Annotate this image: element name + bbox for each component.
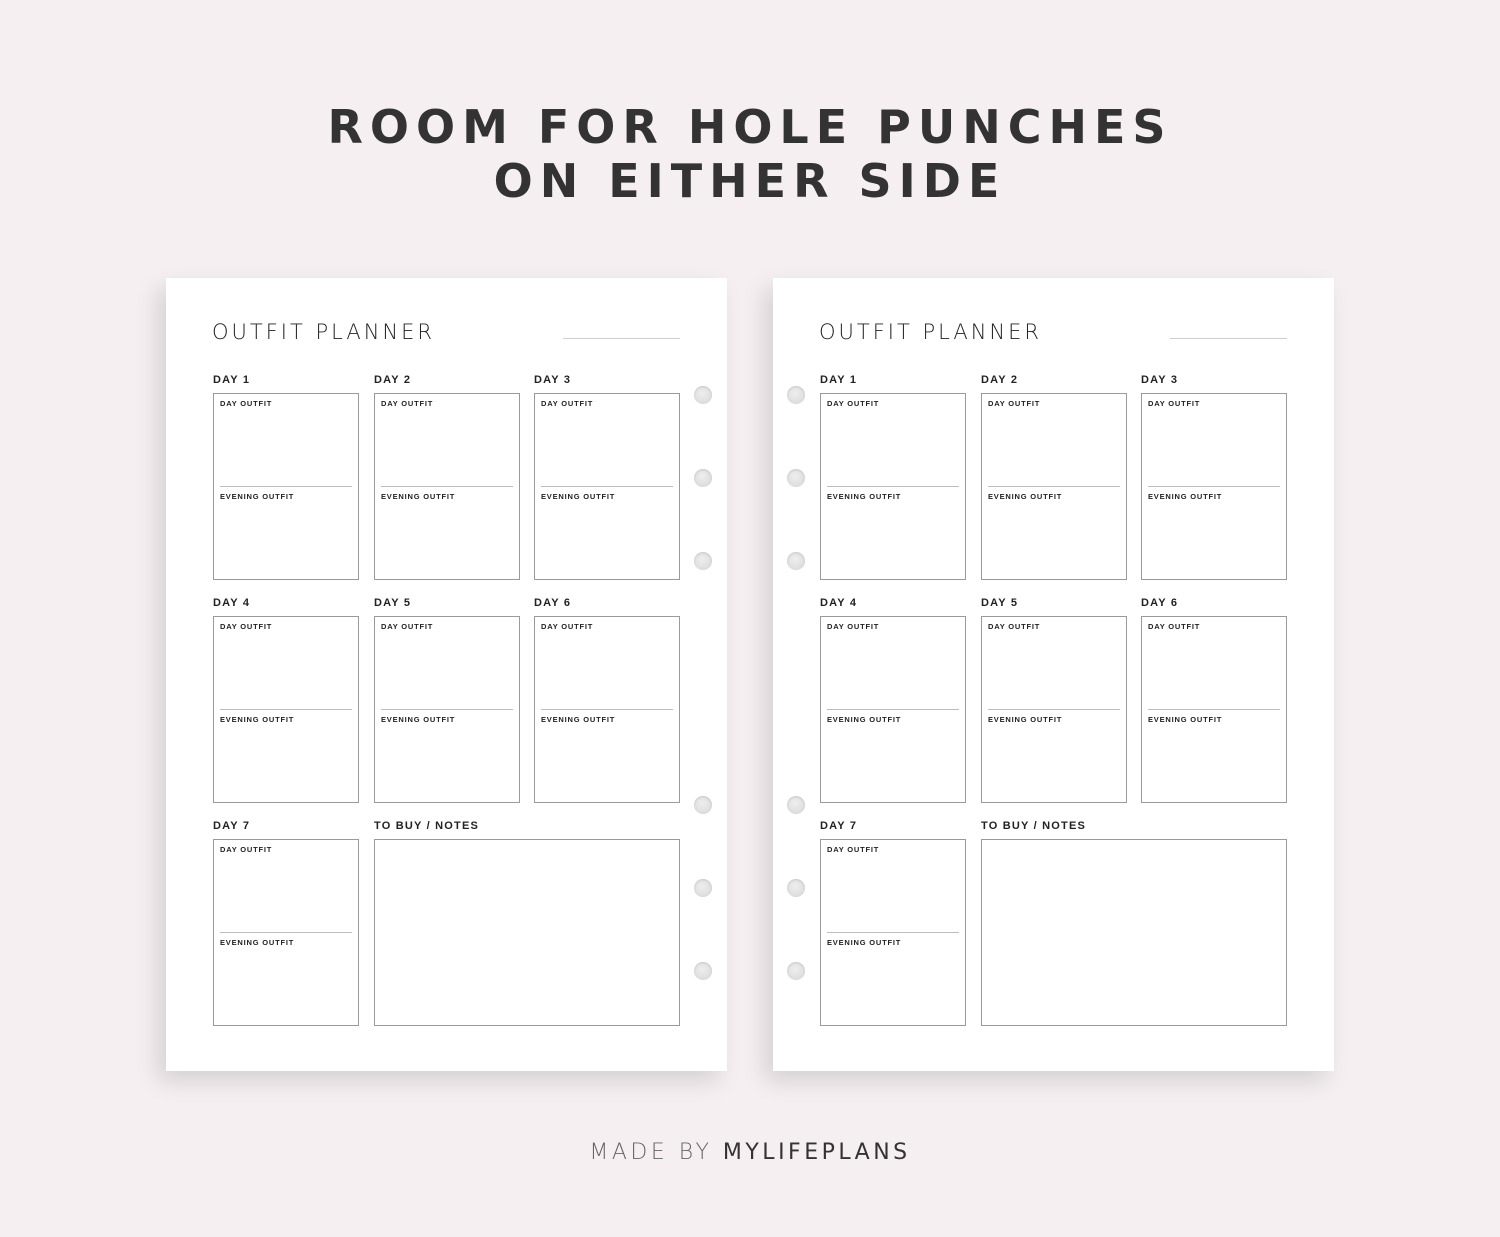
punch-hole	[787, 386, 805, 404]
evening-outfit-label: EVENING OUTFIT	[381, 715, 456, 724]
title-line	[563, 338, 680, 339]
punch-hole	[787, 796, 805, 814]
day-outfit-label: DAY OUTFIT	[988, 399, 1041, 408]
day-box	[820, 616, 966, 803]
day-label: DAY 3	[534, 374, 572, 386]
day-outfit-label: DAY OUTFIT	[220, 399, 273, 408]
day-box	[1141, 616, 1287, 803]
notes-box	[981, 839, 1287, 1026]
evening-outfit-label: EVENING OUTFIT	[220, 492, 295, 501]
evening-outfit-label: EVENING OUTFIT	[381, 492, 456, 501]
credit	[0, 1140, 1500, 1165]
day-outfit-label: DAY OUTFIT	[381, 399, 434, 408]
day-outfit-label: DAY OUTFIT	[1148, 622, 1201, 631]
outfit-divider	[827, 709, 959, 710]
evening-outfit-label: EVENING OUTFIT	[827, 492, 902, 501]
punch-hole	[787, 552, 805, 570]
day-label: DAY 2	[374, 374, 412, 386]
evening-outfit-label: EVENING OUTFIT	[827, 715, 902, 724]
day-outfit-label: DAY OUTFIT	[220, 845, 273, 854]
punch-hole	[694, 552, 712, 570]
outfit-divider	[988, 486, 1120, 487]
day-label: DAY 6	[1141, 597, 1179, 609]
outfit-divider	[827, 486, 959, 487]
outfit-divider	[220, 932, 352, 933]
day-label: DAY 4	[213, 597, 251, 609]
day-box	[534, 393, 680, 580]
notes-label: TO BUY / NOTES	[981, 820, 1087, 832]
evening-outfit-label: EVENING OUTFIT	[1148, 715, 1223, 724]
day-outfit-label: DAY OUTFIT	[381, 622, 434, 631]
punch-hole	[694, 962, 712, 980]
day-box	[374, 616, 520, 803]
evening-outfit-label: EVENING OUTFIT	[1148, 492, 1223, 501]
outfit-divider	[381, 486, 513, 487]
headline-line-1: ROOM FOR HOLE PUNCHES	[327, 100, 1173, 154]
outfit-divider	[220, 486, 352, 487]
outfit-divider	[220, 709, 352, 710]
day-box	[981, 616, 1127, 803]
punch-hole	[694, 386, 712, 404]
day-label: DAY 1	[820, 374, 858, 386]
day-label: DAY 5	[374, 597, 412, 609]
day-label: DAY 1	[213, 374, 251, 386]
punch-hole	[787, 962, 805, 980]
day-box	[374, 393, 520, 580]
evening-outfit-label: EVENING OUTFIT	[220, 938, 295, 947]
day-box	[820, 393, 966, 580]
day-box	[213, 616, 359, 803]
evening-outfit-label: EVENING OUTFIT	[541, 715, 616, 724]
day-box	[981, 393, 1127, 580]
day-outfit-label: DAY OUTFIT	[220, 622, 273, 631]
day-label: DAY 7	[213, 820, 251, 832]
outfit-divider	[827, 932, 959, 933]
punch-hole	[694, 879, 712, 897]
punch-hole	[694, 469, 712, 487]
day-label: DAY 5	[981, 597, 1019, 609]
notes-label: TO BUY / NOTES	[374, 820, 480, 832]
day-box	[820, 839, 966, 1026]
day-label: DAY 3	[1141, 374, 1179, 386]
evening-outfit-label: EVENING OUTFIT	[541, 492, 616, 501]
left-page	[166, 278, 727, 1071]
day-outfit-label: DAY OUTFIT	[541, 622, 594, 631]
day-box	[213, 393, 359, 580]
evening-outfit-label: EVENING OUTFIT	[220, 715, 295, 724]
notes-box	[374, 839, 680, 1026]
day-outfit-label: DAY OUTFIT	[827, 845, 880, 854]
punch-hole	[787, 469, 805, 487]
day-label: DAY 2	[981, 374, 1019, 386]
evening-outfit-label: EVENING OUTFIT	[988, 492, 1063, 501]
outfit-divider	[988, 709, 1120, 710]
outfit-divider	[381, 709, 513, 710]
day-outfit-label: DAY OUTFIT	[541, 399, 594, 408]
day-label: DAY 4	[820, 597, 858, 609]
headline-line-2: ON EITHER SIDE	[493, 154, 1007, 208]
day-box	[213, 839, 359, 1026]
planner-title: OUTFIT PLANNER	[819, 320, 1042, 344]
credit-brand: MYLIFEPLANS	[722, 1140, 911, 1165]
right-page	[773, 278, 1334, 1071]
day-outfit-label: DAY OUTFIT	[988, 622, 1041, 631]
evening-outfit-label: EVENING OUTFIT	[988, 715, 1063, 724]
day-outfit-label: DAY OUTFIT	[827, 622, 880, 631]
punch-hole	[787, 879, 805, 897]
evening-outfit-label: EVENING OUTFIT	[827, 938, 902, 947]
outfit-divider	[1148, 709, 1280, 710]
day-box	[534, 616, 680, 803]
day-box	[1141, 393, 1287, 580]
outfit-divider	[541, 486, 673, 487]
title-line	[1170, 338, 1287, 339]
headline	[0, 100, 1500, 208]
planner-title: OUTFIT PLANNER	[212, 320, 435, 344]
credit-prefix: MADE BY	[589, 1140, 713, 1165]
day-outfit-label: DAY OUTFIT	[827, 399, 880, 408]
outfit-divider	[541, 709, 673, 710]
day-label: DAY 6	[534, 597, 572, 609]
day-outfit-label: DAY OUTFIT	[1148, 399, 1201, 408]
punch-hole	[694, 796, 712, 814]
day-label: DAY 7	[820, 820, 858, 832]
outfit-divider	[1148, 486, 1280, 487]
